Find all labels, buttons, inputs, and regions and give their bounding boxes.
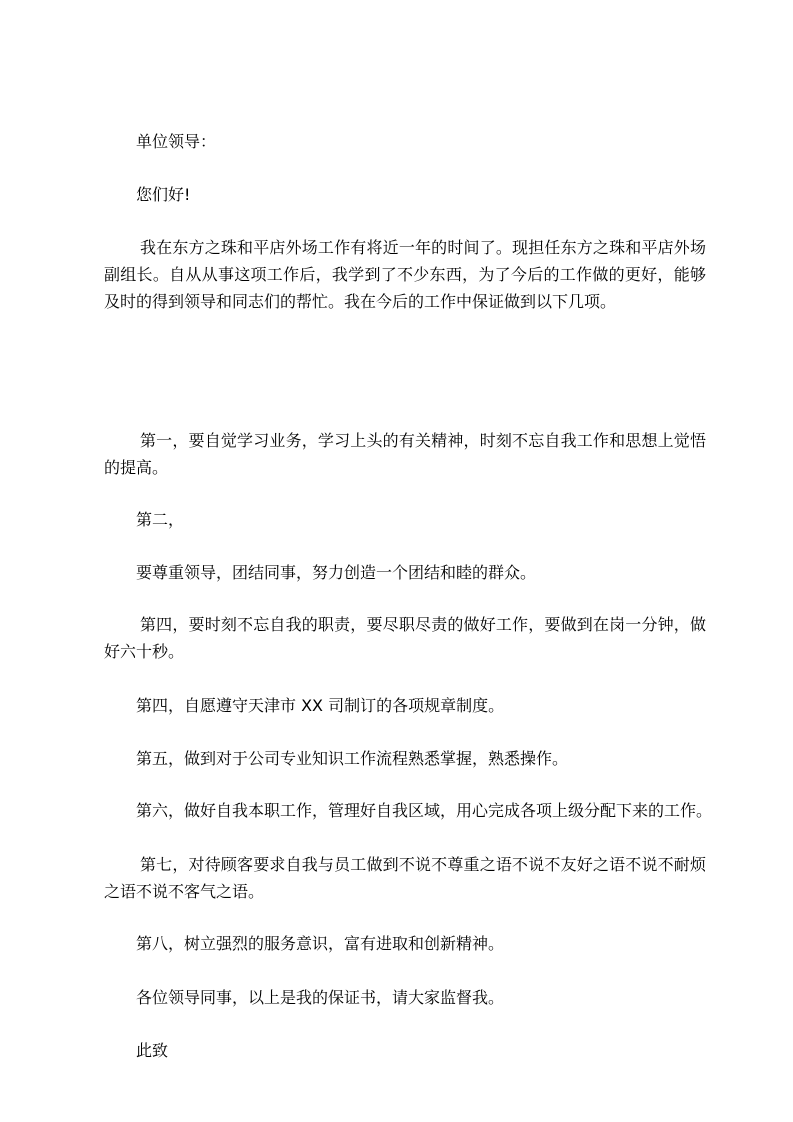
- paragraph-intro: 我在东方之珠和平店外场工作有将近一年的时间了。现担任东方之珠和平店外场副组长。自从从事这项工作后，我学到了不少东西，为了今后的工作做的更好，能够及时的得到领导和同志们的帮忙。我在今后的工作中保证做到以下几项。: [104, 238, 706, 311]
- paragraph-item-7: 第七，对待顾客要求自我与员工做到不说不尊重之语不说不友好之语不说不耐烦之语不说不客气之语。: [104, 855, 706, 901]
- salutation: 单位领导：: [136, 132, 217, 151]
- paragraph-item-2: 第二，: [136, 510, 185, 529]
- paragraph-item-4a: 第四，要时刻不忘自我的职责，要尽职尽责的做好工作，要做到在岗一分钟，做好六十秒。: [104, 615, 706, 661]
- paragraph-item-1: 第一，要自觉学习业务，学习上头的有关精神，时刻不忘自我工作和思想上觉悟的提高。: [104, 431, 706, 477]
- paragraph-item-6: 第六，做好自我本职工作，管理好自我区域，用心完成各项上级分配下来的工作。: [136, 801, 713, 820]
- paragraph-item-4b: 第四，自愿遵守天津市 XX 司制订的各项规章制度。: [136, 696, 505, 715]
- paragraph-closing: 各位领导同事，以上是我的保证书，请大家监督我。: [136, 988, 505, 1007]
- paragraph-item-8: 第八，树立强烈的服务意识，富有进取和创新精神。: [136, 934, 505, 953]
- paragraph-sign-off: 此致: [136, 1041, 169, 1060]
- paragraph-item-2-body: 要尊重领导，团结同事，努力创造一个团结和睦的群众。: [136, 563, 537, 582]
- greeting: 您们好!: [136, 185, 191, 204]
- paragraph-item-5: 第五，做到对于公司专业知识工作流程熟悉掌握，熟悉操作。: [136, 749, 569, 768]
